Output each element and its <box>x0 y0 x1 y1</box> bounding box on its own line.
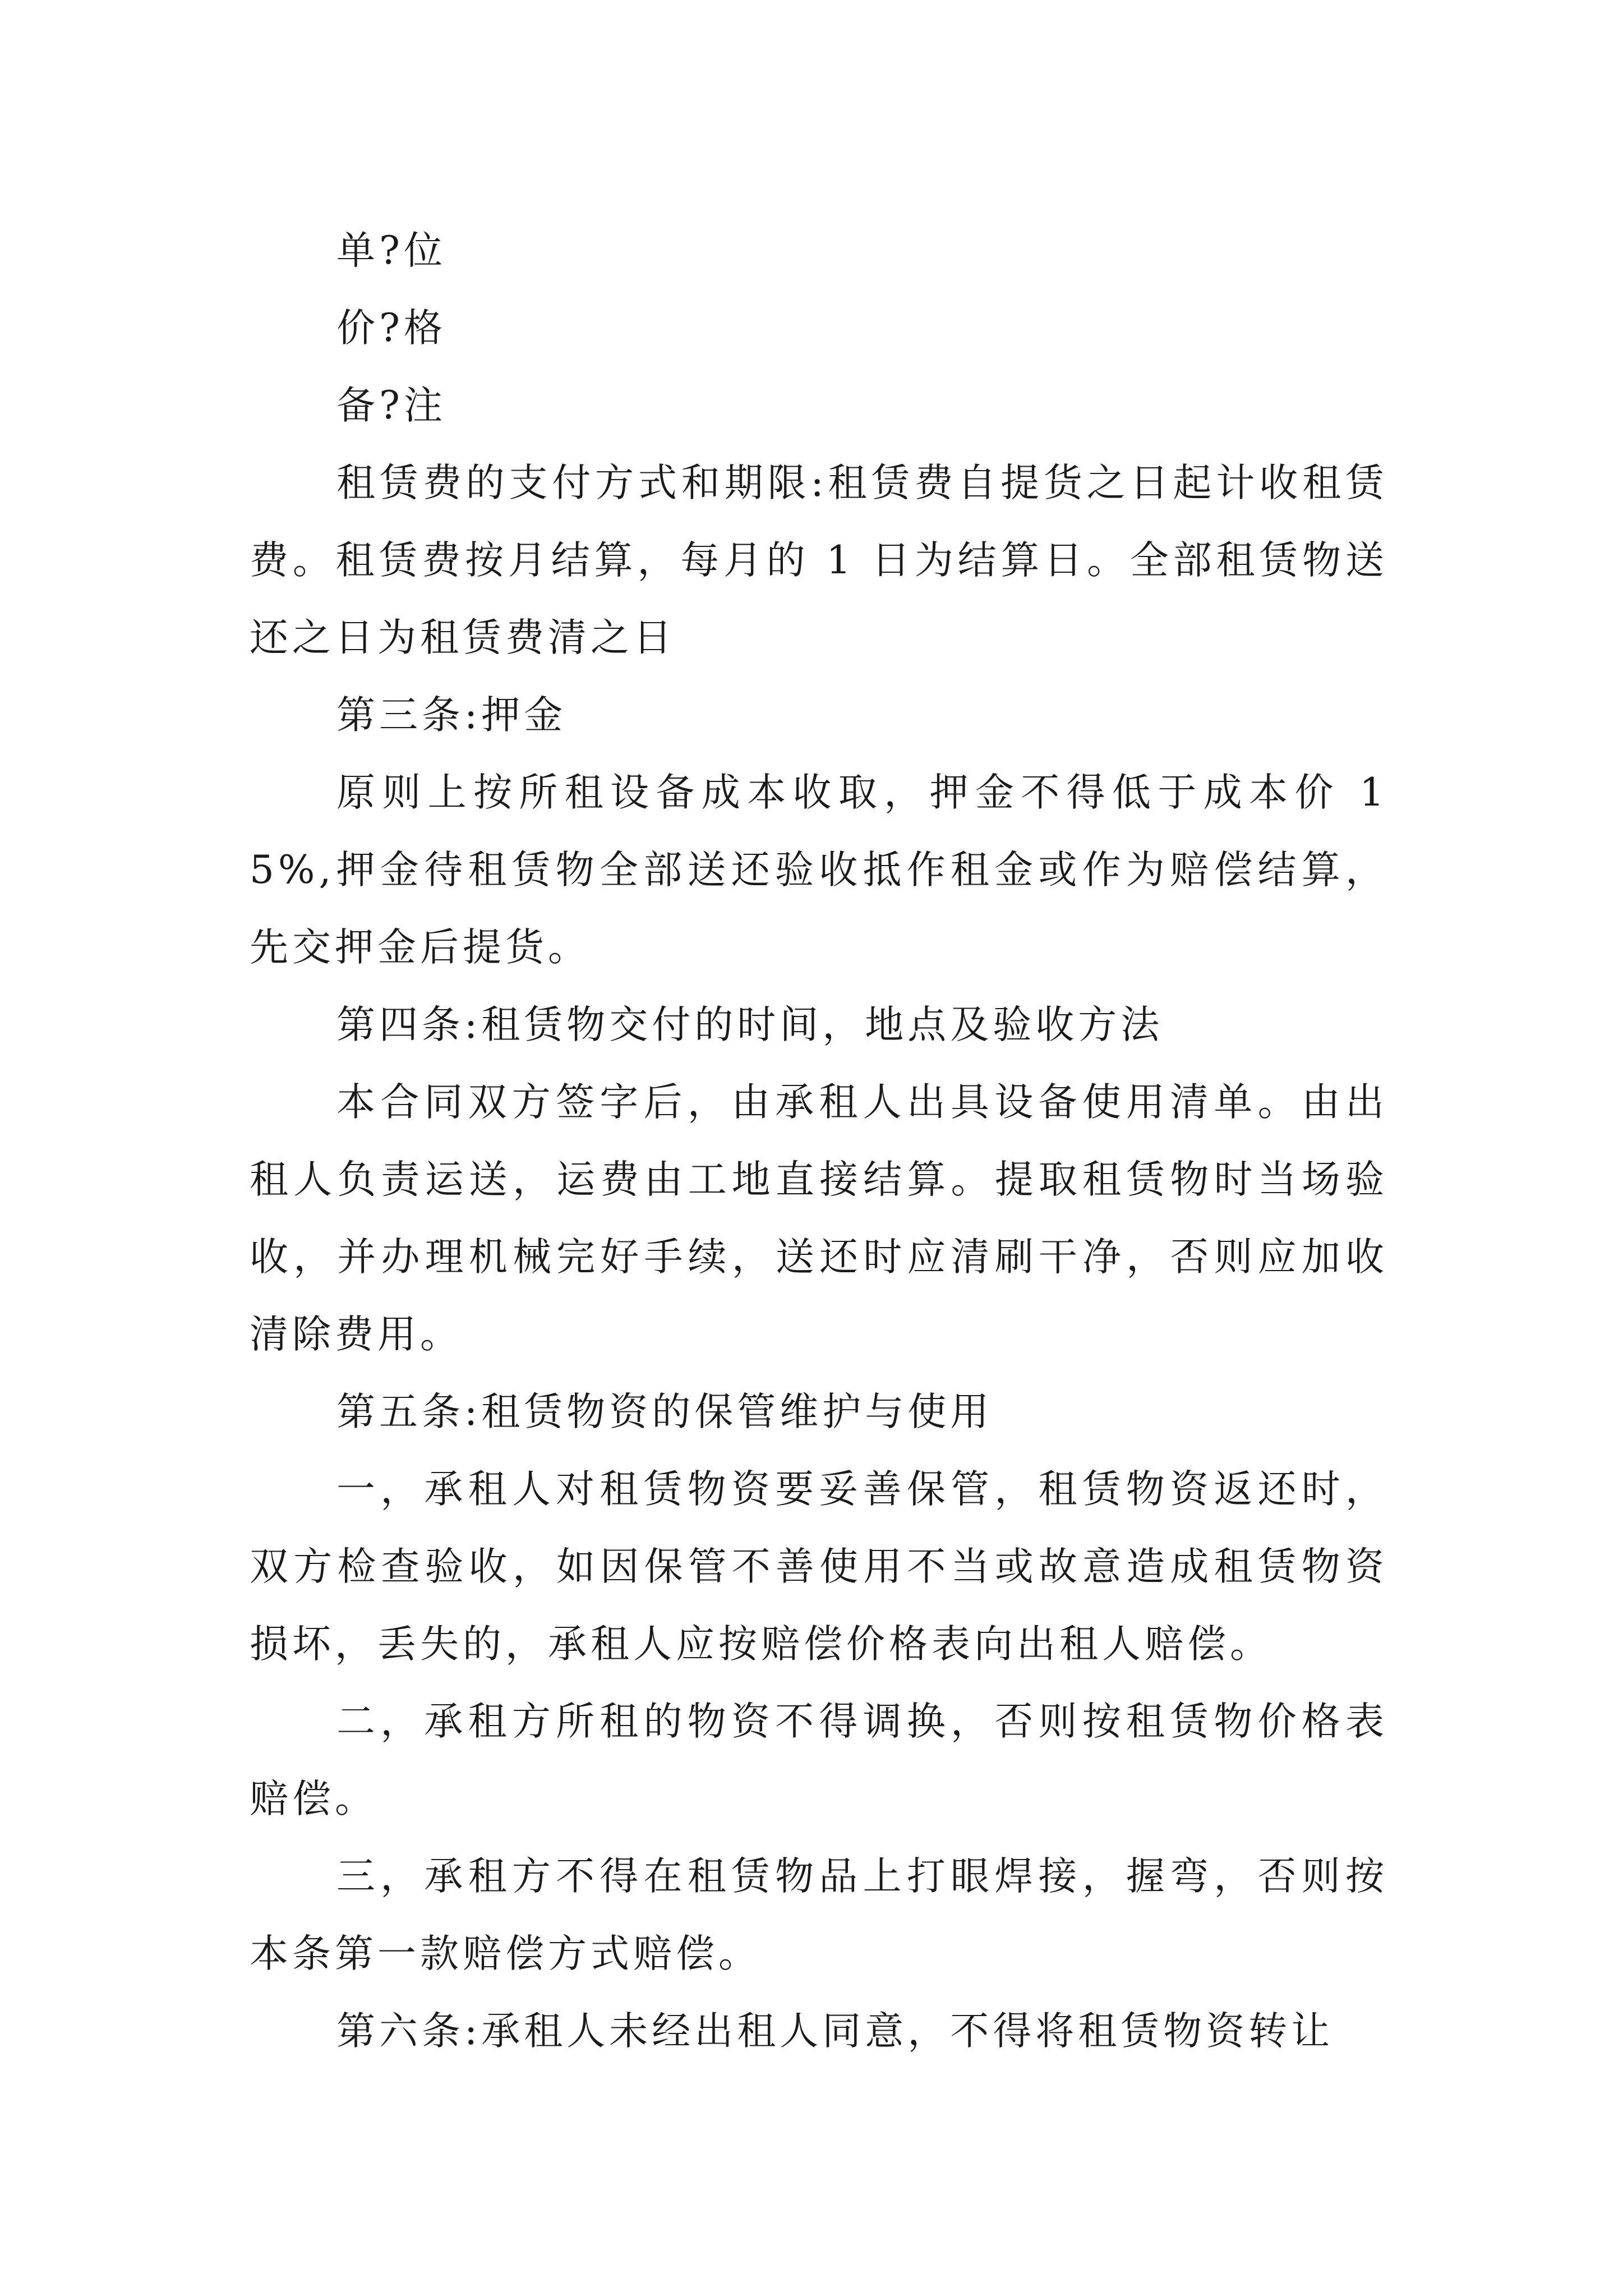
clause-1-paragraph: 一，承租人对租赁物资要妥善保管，租赁物资返还时，双方检查验收，如因保管不善使用不当或故意造成租赁物资损坏，丢失的，承租人应按赔偿价格表向出租人赔偿。 <box>250 1467 1388 1667</box>
article-4-heading: 第四条:租赁物交付的时间，地点及验收方法 <box>336 1002 1164 1047</box>
document-body <box>250 212 1388 2070</box>
field-price: 价?格 <box>336 306 446 351</box>
payment-terms-paragraph: 租赁费的支付方式和期限:租赁费自提货之日起计收租赁费。租赁费按月结算，每月的 1 日为结算日。全部租赁物送还之日为租赁费清之日 <box>250 461 1388 660</box>
article-3-heading: 第三条:押金 <box>336 693 567 738</box>
clause-2-paragraph: 二，承租方所租的物资不得调换，否则按租赁物价格表赔偿。 <box>250 1699 1388 1821</box>
article-6-heading: 第六条:承租人未经出租人同意，不得将租赁物资转让 <box>336 2009 1334 2054</box>
deposit-paragraph: 原则上按所租设备成本收取，押金不得低于成本价 15%,押金待租赁物全部送还验收抵作租金或作为赔偿结算，先交押金后提货。 <box>250 770 1388 970</box>
article-5-heading: 第五条:租赁物资的保管维护与使用 <box>336 1389 993 1434</box>
field-unit: 单?位 <box>336 228 446 273</box>
clause-3-paragraph: 三，承租方不得在租赁物品上打眼焊接，握弯，否则按本条第一款赔偿方式赔偿。 <box>250 1854 1388 1976</box>
delivery-paragraph: 本合同双方签字后，由承租人出具设备使用清单。由出租人负责运送，运费由工地直接结算。提取租赁物时当场验收，并办理机械完好手续，送还时应清刷干净，否则应加收清除费用。 <box>250 1080 1388 1357</box>
field-remark: 备?注 <box>336 383 446 428</box>
